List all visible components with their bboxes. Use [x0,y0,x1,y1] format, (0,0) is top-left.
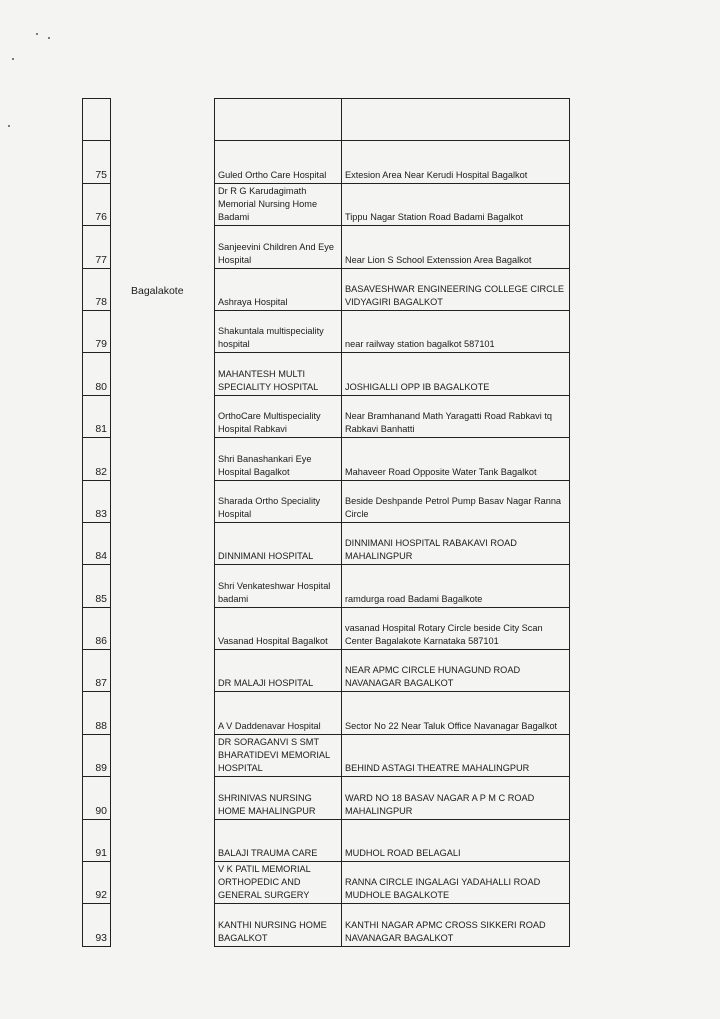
hospital-address: Tippu Nagar Station Road Badami Bagalkot [345,212,523,223]
hospital-name-cell [215,184,342,225]
hospital-name-cell [215,523,342,564]
hospital-address-cell [342,269,569,310]
hospital-address-cell [342,523,569,564]
hospital-address-cell [342,565,569,606]
hospital-name-cell [215,481,342,522]
hospital-address-cell [342,481,569,522]
hospital-address: MUDHOL ROAD BELAGALI [345,848,461,859]
table-row [215,226,569,268]
serial-number: 91 [83,820,110,862]
hospital-name: Vasanad Hospital Bagalkot [218,636,328,647]
table-row [215,438,569,480]
hospital-address: DINNIMANI HOSPITAL RABAKAVI ROAD MAHALINGPUR [345,538,517,562]
hospital-name: Dr R G Karudagimath Memorial Nursing Home Badami [218,186,318,223]
table-row [215,565,569,607]
table-row [215,184,569,226]
hospital-name: Shakuntala multispeciality hospital [218,326,324,350]
serial-number: 84 [83,523,110,565]
hospital-address: Mahaveer Road Opposite Water Tank Bagalkot [345,466,537,477]
serial-number: 78 [83,269,110,311]
hospital-name: OrthoCare Multispeciality Hospital Rabkavi [218,411,321,435]
hospital-name: BALAJI TRAUMA CARE [218,848,318,859]
serial-number: 87 [83,650,110,692]
serial-number: 76 [83,184,110,226]
serial-number: 79 [83,311,110,353]
serial-number: 80 [83,353,110,395]
table-row [215,353,569,395]
serial-number: 83 [83,481,110,523]
serial-number: 92 [83,862,110,904]
serial-number: 93 [83,904,110,946]
hospital-address: KANTHI NAGAR APMC CROSS SIKKERI ROAD NAVANAGAR BAGALKOT [345,919,546,943]
table-row [215,692,569,734]
hospital-name-cell [215,396,342,437]
hospital-address: Sector No 22 Near Taluk Office Navanagar Bagalkot [345,720,558,731]
hospital-address-cell [342,226,569,267]
table-row [215,141,569,183]
scan-speck [48,37,50,39]
hospital-address-cell [342,735,569,776]
hospital-name-cell [215,692,342,733]
hospital-address: Beside Deshpande Petrol Pump Basav Nagar Ranna Circle [345,495,562,519]
hospital-name-cell [215,565,342,606]
table-row [215,608,569,650]
hospital-address-cell [342,777,569,818]
serial-number-column [82,98,111,947]
hospital-address-cell [342,396,569,437]
hospital-address: Near Bramhanand Math Yaragatti Road Rabkavi tq Rabkavi Banhatti [345,411,553,435]
serial-number: 81 [83,396,110,438]
hospital-address-cell [342,862,569,903]
hospital-address: Near Lion S School Extenssion Area Bagalkot [345,254,532,265]
hospital-name-cell [215,777,342,818]
table-row [215,820,569,862]
hospital-name-cell [215,311,342,352]
hospital-name-cell [215,269,342,310]
hospital-name-cell [215,608,342,649]
hospital-address-cell [342,353,569,394]
hospital-name: Ashraya Hospital [218,296,288,307]
hospital-address-cell [342,311,569,352]
hospital-name: DR SORAGANVI S SMT BHARATIDEVI MEMORIAL HOSPITAL [218,737,330,774]
table-row [215,735,569,777]
hospital-address: BASAVESHWAR ENGINEERING COLLEGE CIRCLE VIDYAGIRI BAGALKOT [345,283,565,307]
hospital-name: SHRINIVAS NURSING HOME MAHALINGPUR [218,792,316,816]
hospital-name: Shri Banashankari Eye Hospital Bagalkot [218,453,312,477]
hospital-address: ramdurga road Badami Bagalkote [345,593,483,604]
hospital-address-cell [342,650,569,691]
hospital-name-cell [215,862,342,903]
hospital-name: V K PATIL MEMORIAL ORTHOPEDIC AND GENERAL SURGERY [218,864,311,901]
table-header-blank-row [215,99,569,141]
hospital-address-cell [342,141,569,182]
table-row [215,396,569,438]
hospital-name: KANTHI NURSING HOME BAGALKOT [218,919,327,943]
hospital-name-cell [215,438,342,479]
table-row [215,311,569,353]
hospital-name: Guled Ortho Care Hospital [218,169,327,180]
serial-number: 89 [83,735,110,777]
hospital-address: NEAR APMC CIRCLE HUNAGUND ROAD NAVANAGAR BAGALKOT [345,665,521,689]
hospital-name-cell [215,226,342,267]
hospital-address-cell [342,608,569,649]
district-label: Bagalakote [131,285,184,297]
hospital-name-cell [215,650,342,691]
table-row [215,269,569,311]
table-row [215,777,569,819]
hospital-address-cell [342,692,569,733]
serial-number: 85 [83,565,110,607]
serial-number: 86 [83,608,110,650]
hospital-address-cell [342,184,569,225]
table-row [215,650,569,692]
hospital-name: MAHANTESH MULTI SPECIALITY HOSPITAL [218,368,319,392]
hospital-address-cell [342,438,569,479]
table-row [215,904,569,946]
hospital-address-cell [342,820,569,861]
hospital-name: Shri Venkateshwar Hospital badami [218,580,331,604]
serial-number: 90 [83,777,110,819]
table-row [215,862,569,904]
hospital-name-cell [215,820,342,861]
serial-number: 88 [83,692,110,734]
serial-number: 82 [83,438,110,480]
hospital-address: WARD NO 18 BASAV NAGAR A P M C ROAD MAHALINGPUR [345,792,535,816]
hospital-name: DINNIMANI HOSPITAL [218,551,314,562]
hospital-address-cell [342,904,569,945]
serial-number: 77 [83,226,110,268]
hospital-name: DR MALAJI HOSPITAL [218,678,314,689]
table-row [215,523,569,565]
hospital-address: vasanad Hospital Rotary Circle beside City Scan Center Bagalakote Karnataka 587101 [345,623,543,647]
hospital-address: Extesion Area Near Kerudi Hospital Bagalkot [345,169,528,180]
hospital-name-cell [215,141,342,182]
hospital-name: A V Daddenavar Hospital [218,720,321,731]
hospital-address: near railway station bagalkot 587101 [345,339,495,350]
scan-speck [12,58,14,60]
hospital-name: Sharada Ortho Speciality Hospital [218,495,321,519]
table-row [215,481,569,523]
hospital-name-cell [215,904,342,945]
hospital-address: RANNA CIRCLE INGALAGI YADAHALLI ROAD MUDHOLE BAGALKOTE [345,877,541,901]
hospital-address: JOSHIGALLI OPP IB BAGALKOTE [345,381,490,392]
number-cell-blank [83,99,110,141]
scan-speck [36,33,38,35]
hospital-table [214,98,570,947]
hospital-name-cell [215,735,342,776]
scan-speck [8,125,10,127]
hospital-address: BEHIND ASTAGI THEATRE MAHALINGPUR [345,763,530,774]
serial-number: 75 [83,141,110,183]
hospital-name: Sanjeevini Children And Eye Hospital [218,241,334,265]
hospital-name-cell [215,353,342,394]
